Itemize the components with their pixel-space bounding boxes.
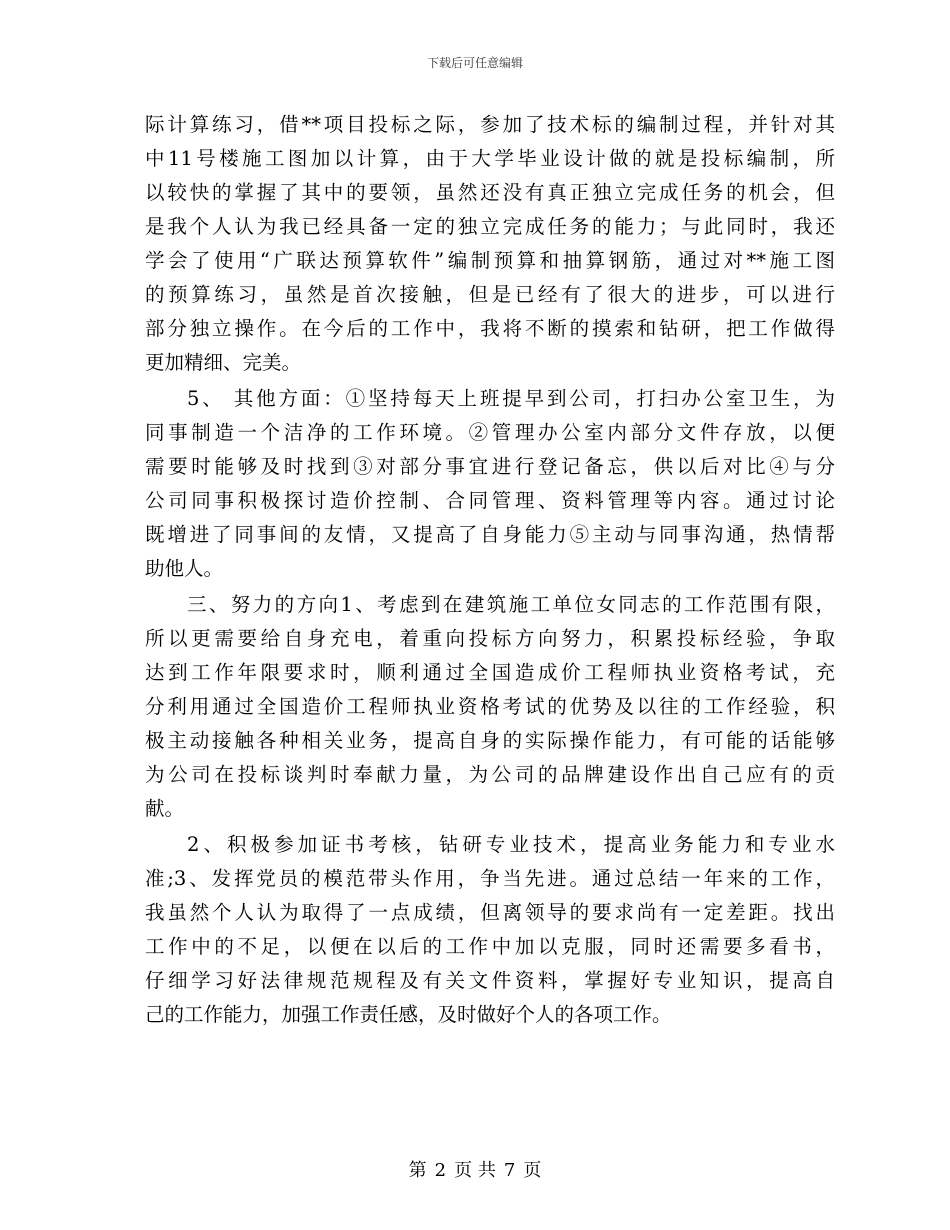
text-line: 以较快的掌握了其中的要领，虽然还没有真正独立完成任务的机会，但 <box>145 181 835 204</box>
total-page-count: 7 <box>503 1160 516 1181</box>
page-number-suffix: 页 <box>523 1160 542 1181</box>
text-line: 工作中的不足，以便在以后的工作中加以克服，同时还需要多看书， <box>145 935 835 958</box>
text-line: 是我个人认为我已经具备一定的独立完成任务的能力；与此同时，我还 <box>145 215 835 238</box>
text-line: 准;3、发挥党员的模范带头作用，争当先进。通过总结一年来的工作， <box>145 867 835 890</box>
text-line: 仔细学习好法律规范规程及有关文件资料，掌握好专业知识，提高自 <box>145 969 835 992</box>
text-line: 更加精细、完美。 <box>145 351 302 374</box>
paragraph-2 <box>145 382 835 586</box>
text-line: 需要时能够及时找到③对部分事宜进行登记备忘，供以后对比④与分 <box>145 455 835 478</box>
text-line: 助他人。 <box>145 557 224 580</box>
text-line: 际计算练习，借**项目投标之际，参加了技术标的编制过程，并针对其 <box>145 113 835 136</box>
text-line: 部分独立操作。在今后的工作中，我将不断的摸索和钻研，把工作做得 <box>145 317 835 340</box>
text-line: 2、积极参加证书考核，钻研专业技术，提高业务能力和专业水 <box>187 833 835 856</box>
page-number-middle: 页 共 <box>454 1160 496 1181</box>
text-line: 5、 其他方面：①坚持每天上班提早到公司，打扫办公室卫生，为 <box>187 387 835 410</box>
text-line: 献。 <box>145 797 185 820</box>
text-line: 达到工作年限要求时，顺利通过全国造成价工程师执业资格考试，充 <box>145 661 835 684</box>
text-line: 分利用通过全国造价工程师执业资格考试的优势及以往的工作经验，积 <box>145 695 835 718</box>
text-line: 我虽然个人认为取得了一点成绩，但离领导的要求尚有一定差距。找出 <box>145 901 835 924</box>
text-line: 的预算练习，虽然是首次接触，但是已经有了很大的进步，可以进行 <box>145 283 835 306</box>
text-line: 中11号楼施工图加以计算，由于大学毕业设计做的就是投标编制，所 <box>145 147 835 170</box>
text-line: 既增进了同事间的友情，又提高了自身能力⑤主动与同事沟通，热情帮 <box>145 523 835 546</box>
text-line: 学会了使用“广联达预算软件”编制预算和抽算钢筋，通过对**施工图 <box>145 249 835 272</box>
page-header: 下载后可任意编辑 <box>426 56 523 70</box>
text-line: 所以更需要给自身充电，着重向投标方向努力，积累投标经验，争取 <box>145 627 835 650</box>
document-body <box>145 108 835 1032</box>
paragraph-3 <box>145 588 835 826</box>
current-page-number: 2 <box>434 1160 447 1181</box>
text-line: 三、努力的方向1、考虑到在建筑施工单位女同志的工作范围有限， <box>187 593 835 616</box>
text-line: 己的工作能力，加强工作责任感，及时做好个人的各项工作。 <box>145 1003 672 1026</box>
text-line: 为公司在投标谈判时奉献力量，为公司的品牌建设作出自己应有的贡 <box>145 763 835 786</box>
text-line: 同事制造一个洁净的工作环境。②管理办公室内部分文件存放，以便 <box>145 421 835 444</box>
paragraph-4 <box>145 828 835 1032</box>
page-footer <box>0 1156 950 1182</box>
text-line: 极主动接触各种相关业务，提高自身的实际操作能力，有可能的话能够 <box>145 729 835 752</box>
paragraph-1 <box>145 108 835 380</box>
page-number-prefix: 第 <box>408 1160 427 1181</box>
text-line: 公司同事积极探讨造价控制、合同管理、资料管理等内容。通过讨论 <box>145 489 835 512</box>
